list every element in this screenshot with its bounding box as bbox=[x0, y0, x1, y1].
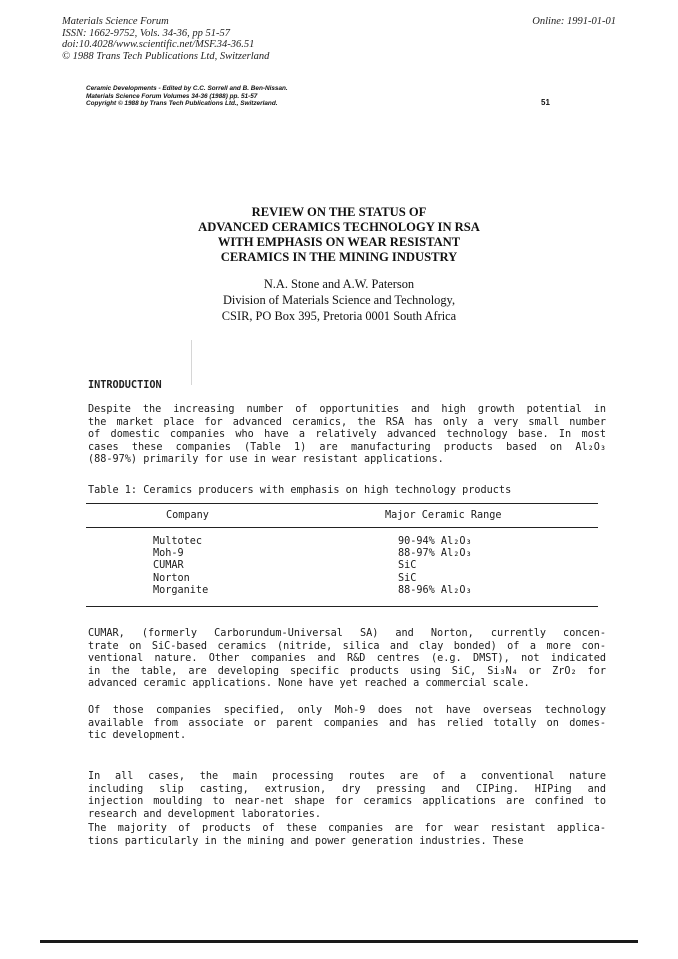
text-line: injection moulding to near-net shape for ceramics applications are confined to bbox=[88, 796, 606, 808]
text-line: The majority of products of these companies are for wear resistant applica- bbox=[88, 823, 606, 834]
text-line: in the table, are developing specific products using SiC, Si₃N₄ or ZrO₂ for bbox=[88, 665, 606, 677]
text-line: of domestic companies who have a relatively advanced technology base. In most bbox=[88, 429, 606, 441]
author-block bbox=[120, 276, 558, 324]
affiliation-line: Division of Materials Science and Technology, bbox=[222, 293, 456, 307]
title-line: ADVANCED CERAMICS TECHNOLOGY IN RSA bbox=[198, 220, 480, 234]
text-line: ventional nature. Other companies and R&D centres (e.g. DMST), not indicated bbox=[88, 653, 606, 665]
ceramic-range-cell: 88-96% Al₂O₃ bbox=[398, 584, 472, 596]
section-heading: INTRODUCTION bbox=[88, 380, 162, 391]
company-cell: Morganite bbox=[153, 584, 209, 596]
table-caption: Table 1: Ceramics producers with emphasis on high technology products bbox=[88, 485, 512, 496]
online-date: Online: 1991-01-01 bbox=[532, 16, 616, 27]
body-paragraph bbox=[88, 823, 606, 848]
page-bottom-edge bbox=[40, 940, 638, 943]
volume-line: Materials Science Forum Volumes 34-36 (1988) pp. 51-57 bbox=[86, 92, 258, 100]
scan-artifact bbox=[191, 340, 192, 385]
text-line: CUMAR, (formerly Carborundum-Universal SA) and Norton, currently concen- bbox=[88, 628, 606, 639]
text-line: advanced ceramic applications. None have yet reached a commercial scale. bbox=[88, 678, 530, 690]
affiliation-line: CSIR, PO Box 395, Pretoria 0001 South Africa bbox=[221, 309, 457, 323]
text-line: (88-97%) primarily for use in wear resistant applications. bbox=[88, 454, 444, 466]
company-cell: Moh-9 bbox=[153, 548, 184, 560]
body-paragraph bbox=[88, 628, 606, 691]
table-row bbox=[398, 536, 472, 597]
table-bottom-rule bbox=[86, 606, 598, 607]
paper-title bbox=[120, 205, 558, 265]
body-paragraph bbox=[88, 771, 606, 821]
table-row bbox=[153, 536, 208, 597]
title-line: REVIEW ON THE STATUS OF bbox=[251, 205, 427, 219]
intro-paragraph bbox=[88, 404, 606, 467]
page-number: 51 bbox=[541, 98, 550, 107]
title-line: CERAMICS IN THE MINING INDUSTRY bbox=[220, 250, 458, 264]
ceramic-range-cell: SiC bbox=[398, 560, 417, 572]
scan-metadata bbox=[86, 85, 288, 108]
table-top-rule bbox=[86, 503, 598, 504]
text-line: Of those companies specified, only Moh-9 does not have overseas technology bbox=[88, 705, 606, 716]
publication-header bbox=[62, 16, 269, 62]
company-cell: Multotec bbox=[153, 536, 203, 547]
text-line: research and development laboratories. bbox=[88, 808, 322, 820]
ceramic-range-cell: 88-97% Al₂O₃ bbox=[398, 548, 472, 560]
title-line: WITH EMPHASIS ON WEAR RESISTANT bbox=[217, 235, 461, 249]
table-header-rule bbox=[86, 527, 598, 528]
text-line: cases these companies (Table 1) are manufacturing products based on Al₂O₃ bbox=[88, 441, 606, 453]
book-line: Ceramic Developments - Edited by C.C. Sorrell and B. Ben-Nissan. bbox=[86, 85, 288, 92]
ceramic-range-cell: SiC bbox=[398, 572, 417, 584]
text-line: In all cases, the main processing routes are of a conventional nature bbox=[88, 771, 606, 782]
scan-copyright-line: Copyright © 1988 by Trans Tech Publications Ltd., Switzerland. bbox=[86, 100, 278, 108]
body-paragraph bbox=[88, 705, 606, 743]
author-names: N.A. Stone and A.W. Paterson bbox=[263, 277, 415, 291]
column-header-company: Company bbox=[166, 510, 209, 521]
ceramic-range-cell: 90-94% Al₂O₃ bbox=[398, 536, 472, 547]
company-cell: Norton bbox=[153, 572, 190, 584]
journal-name: Materials Science Forum bbox=[62, 16, 169, 27]
text-line: tic development. bbox=[88, 730, 187, 742]
text-line: available from associate or parent companies and has relied totally on domes- bbox=[88, 717, 606, 729]
column-header-ceramic-range: Major Ceramic Range bbox=[385, 510, 502, 521]
text-line: including slip casting, extrusion, dry pressing and CIPing. HIPing and bbox=[88, 783, 606, 795]
text-line: the market place for advanced ceramics, the RSA has only a very small number bbox=[88, 416, 606, 428]
text-line: trate on SiC-based ceramics (nitride, silica and clay bonded) of a more con- bbox=[88, 640, 606, 652]
copyright-line: © 1988 Trans Tech Publications Ltd, Switzerland bbox=[62, 50, 270, 62]
doi-line: doi:10.4028/www.scientific.net/MSF.34-36.51 bbox=[62, 39, 255, 50]
issn-line: ISSN: 1662-9752, Vols. 34-36, pp 51-57 bbox=[62, 27, 230, 39]
company-cell: CUMAR bbox=[153, 560, 184, 572]
text-line: Despite the increasing number of opportunities and high growth potential in bbox=[88, 404, 606, 415]
text-line: tions particularly in the mining and power generation industries. These bbox=[88, 835, 524, 847]
